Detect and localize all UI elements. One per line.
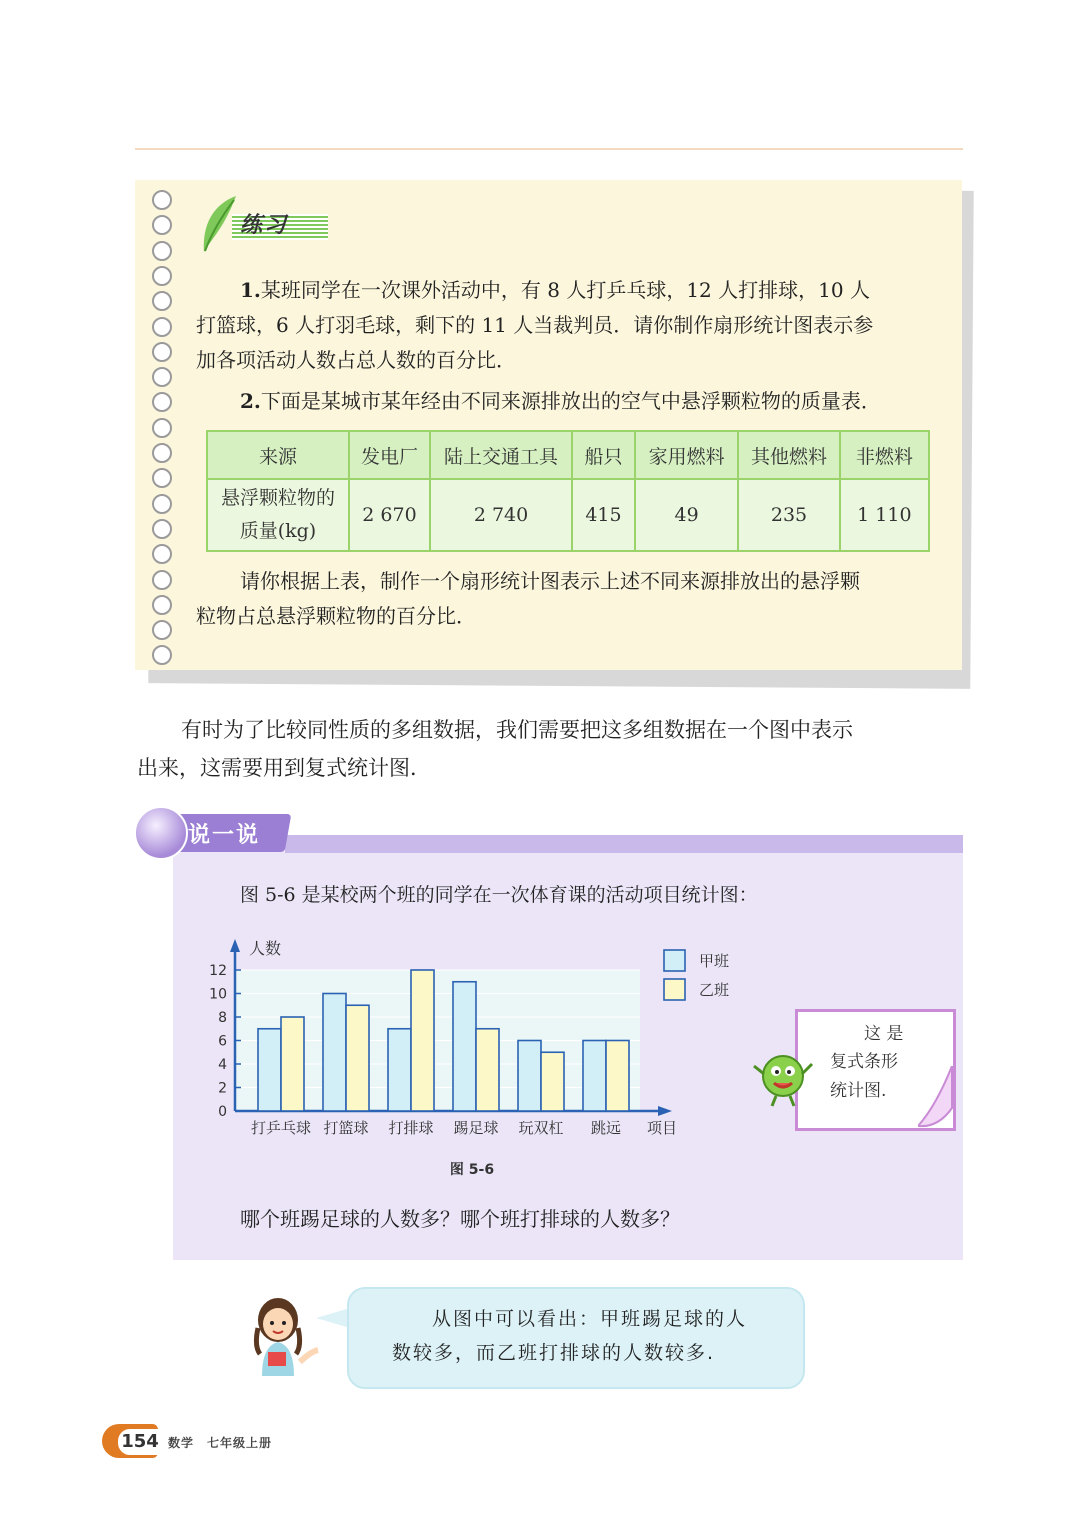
legend-label: 甲班	[699, 952, 730, 970]
y-axis-label: 人数	[249, 939, 282, 958]
y-tick-label: 6	[218, 1033, 227, 1050]
girl-icon	[248, 1292, 324, 1376]
bar-jia	[518, 1041, 541, 1112]
x-axis-arrow	[658, 1106, 672, 1116]
bubble-tail	[316, 1308, 350, 1328]
ring	[152, 241, 172, 261]
note-line2: 复式条形	[830, 1052, 898, 1072]
bar-jia	[258, 1029, 281, 1111]
table-header-cell: 陆上交通工具	[430, 431, 572, 479]
y-tick-label: 4	[218, 1057, 227, 1073]
bar-jia	[388, 1029, 411, 1111]
exercise-title: 练习	[240, 213, 289, 238]
ring	[152, 291, 172, 311]
bar-yi	[606, 1041, 629, 1112]
table-header-cell: 发电厂	[349, 431, 430, 479]
q1-line1	[196, 273, 944, 308]
bar-yi	[541, 1052, 564, 1111]
q2-line3: 粒物占总悬浮颗粒物的百分比．	[196, 604, 476, 628]
q2-number: 2.	[240, 389, 261, 413]
bar-chart	[205, 935, 765, 1185]
bar-yi	[281, 1017, 304, 1111]
ring	[152, 367, 172, 387]
table-header-row	[207, 431, 929, 479]
y-tick-label: 0	[218, 1104, 227, 1120]
note-line1: 这 是	[864, 1024, 904, 1044]
ring	[152, 595, 172, 615]
ring	[152, 215, 172, 235]
ring	[152, 190, 172, 210]
ring	[152, 418, 172, 438]
ring	[152, 266, 172, 286]
bubble-line2: 数较多，而乙班打排球的人数较多.	[392, 1342, 716, 1364]
particulate-table	[206, 430, 930, 552]
ring	[152, 544, 172, 564]
ring	[152, 645, 172, 665]
row-label-line-2: 质量(kg)	[239, 520, 317, 542]
paragraph-text-1: 有时为了比较同性质的多组数据，我们需要把这多组数据在一个图中表示	[181, 718, 853, 742]
ring	[152, 620, 172, 640]
page-number: 154	[118, 1429, 162, 1455]
q2-text-2: 请你根据上表，制作一个扇形统计图表示上述不同来源排放出的悬浮颗	[240, 569, 860, 593]
q2-line1	[196, 384, 944, 419]
bubble-line1: 从图中可以看出：甲班踢足球的人	[432, 1308, 748, 1330]
ring	[152, 468, 172, 488]
note-line3: 统计图.	[830, 1081, 887, 1101]
ring	[152, 494, 172, 514]
legend-swatch	[664, 979, 685, 1000]
table-row	[207, 479, 929, 551]
legend-swatch	[664, 950, 685, 971]
ring	[152, 443, 172, 463]
top-rule	[135, 148, 963, 150]
table-cell: 49	[635, 479, 738, 551]
bar-yi	[346, 1005, 369, 1111]
legend-label: 乙班	[699, 981, 730, 999]
mascot-icon	[750, 1046, 816, 1108]
table-cell: 415	[572, 479, 635, 551]
paragraph-line2: 出来，这需要用到复式统计图．	[137, 756, 431, 780]
x-tick-label: 踢足球	[453, 1119, 499, 1137]
y-axis-arrow	[230, 939, 240, 952]
ring	[152, 317, 172, 337]
q1-line2: 打篮球，6 人打羽毛球，剩下的 11 人当裁判员．请你制作扇形统计图表示参	[196, 313, 874, 337]
talk-question: 哪个班踢足球的人数多？哪个班打排球的人数多？	[240, 1207, 680, 1231]
ring	[152, 342, 172, 362]
bar-yi	[476, 1029, 499, 1111]
table-cell: 2 740	[430, 479, 572, 551]
talk-intro: 图 5-6 是某校两个班的同学在一次体育课的活动项目统计图：	[240, 884, 758, 906]
table-header-cell: 船只	[572, 431, 635, 479]
ring	[152, 570, 172, 590]
y-tick-label: 12	[209, 963, 227, 979]
table-cell: 1 110	[840, 479, 929, 551]
x-tick-label: 打排球	[388, 1119, 434, 1137]
ring	[152, 519, 172, 539]
bar-jia	[583, 1041, 606, 1112]
y-tick-label: 10	[209, 986, 227, 1003]
x-tick-label: 玩双杠	[518, 1119, 564, 1137]
x-tick-label: 打篮球	[323, 1119, 369, 1137]
table-row-label	[207, 479, 349, 551]
talk-header-band	[285, 835, 963, 853]
table-header-cell: 非燃料	[840, 431, 929, 479]
q2-line2	[196, 564, 944, 599]
y-tick-label: 2	[218, 1080, 227, 1097]
q1-line3: 加各项活动人数占总人数的百分比．	[196, 348, 516, 372]
q1-text-1: 某班同学在一次课外活动中，有 8 人打乒乓球，12 人打排球，10 人	[260, 278, 870, 302]
y-tick-label: 8	[218, 1010, 227, 1026]
talk-label: 说一说	[188, 823, 261, 848]
bar-jia	[323, 994, 346, 1112]
q2-text-1: 下面是某城市某年经由不同来源排放出的空气中悬浮颗粒物的质量表．	[260, 389, 881, 413]
footer-text: 数学 七年级上册	[168, 1436, 273, 1450]
x-tick-label: 跳远	[590, 1119, 622, 1137]
table-header-cell: 其他燃料	[738, 431, 839, 479]
notebook-rings	[152, 190, 176, 670]
bar-jia	[453, 982, 476, 1111]
x-tick-label: 打乒乓球	[250, 1119, 312, 1137]
chart-caption: 图 5-6	[449, 1162, 495, 1178]
x-axis-label: 项目	[646, 1119, 678, 1137]
row-label-line-1: 悬浮颗粒物的	[220, 487, 335, 509]
ring	[152, 392, 172, 412]
table-header-cell: 来源	[207, 431, 349, 479]
paragraph-line1	[137, 711, 965, 749]
note-curl	[918, 1066, 954, 1128]
table-header-cell: 家用燃料	[635, 431, 738, 479]
q1-number: 1.	[240, 278, 261, 302]
table-cell: 235	[738, 479, 839, 551]
bar-yi	[411, 970, 434, 1111]
table-cell: 2 670	[349, 479, 430, 551]
speech-icon	[134, 806, 188, 860]
